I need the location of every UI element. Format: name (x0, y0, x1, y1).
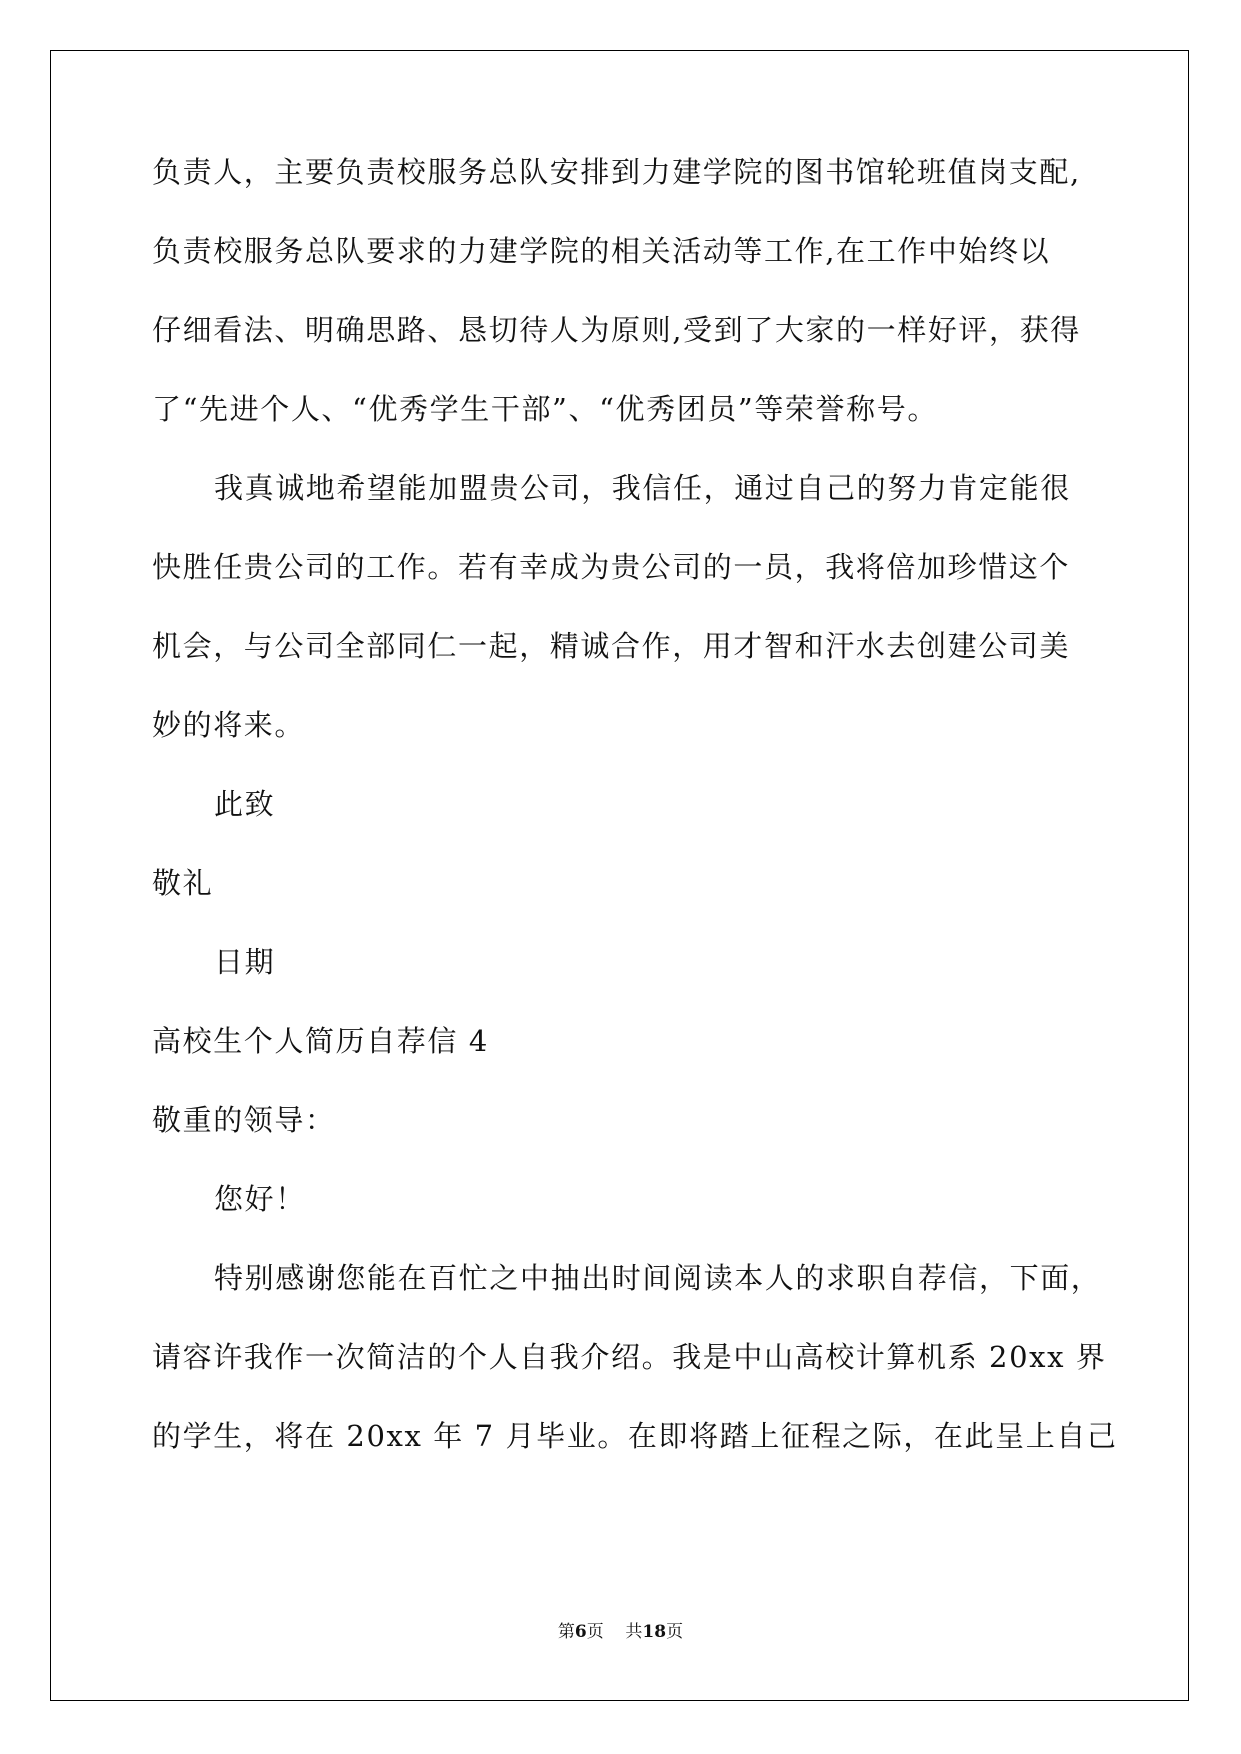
page-footer (0, 1617, 1241, 1642)
text-line: 请容许我作一次简洁的个人自我介绍。我是中山高校计算机系 20xx 界 (152, 1340, 1107, 1374)
salutation: 敬重的领导： (152, 1103, 336, 1137)
page-prefix: 第 (557, 1622, 575, 1642)
total-suffix: 页 (666, 1622, 684, 1642)
page-suffix: 页 (586, 1622, 604, 1642)
section-title: 高校生个人简历自荐信 4 (152, 1024, 489, 1058)
total-pages: 18 (642, 1622, 667, 1642)
text-line: 机会，与公司全部同仁一起，精诚合作，用才智和汗水去创建公司美 (152, 629, 1071, 663)
text-line: 的学生，将在 20xx 年 7 月毕业。在即将踏上征程之际，在此呈上自己 (152, 1419, 1118, 1453)
date-label: 日期 (214, 945, 276, 979)
greeting: 您好！ (214, 1182, 306, 1216)
text-line: 特别感谢您能在百忙之中抽出时间阅读本人的求职自荐信，下面， (214, 1261, 1102, 1295)
text-line: 了“先进个人、“优秀学生干部”、“优秀团员”等荣誉称号。 (152, 392, 938, 426)
text-line: 负责人，主要负责校服务总队安排到力建学院的图书馆轮班值岗支配, (152, 155, 1081, 189)
total-prefix: 共 (625, 1622, 643, 1642)
text-line: 快胜任贵公司的工作。若有幸成为贵公司的一员，我将倍加珍惜这个 (152, 550, 1071, 584)
page-number: 6 (574, 1622, 587, 1642)
text-line: 仔细看法、明确思路、恳切待人为原则,受到了大家的一样好评，获得 (152, 313, 1081, 347)
text-line: 负责校服务总队要求的力建学院的相关活动等工作,在工作中始终以 (152, 234, 1051, 268)
closing-regards: 敬礼 (152, 866, 214, 900)
closing-salutation: 此致 (214, 787, 276, 821)
text-line: 妙的将来。 (152, 708, 306, 742)
text-line: 我真诚地希望能加盟贵公司，我信任，通过自己的努力肯定能很 (214, 471, 1071, 505)
